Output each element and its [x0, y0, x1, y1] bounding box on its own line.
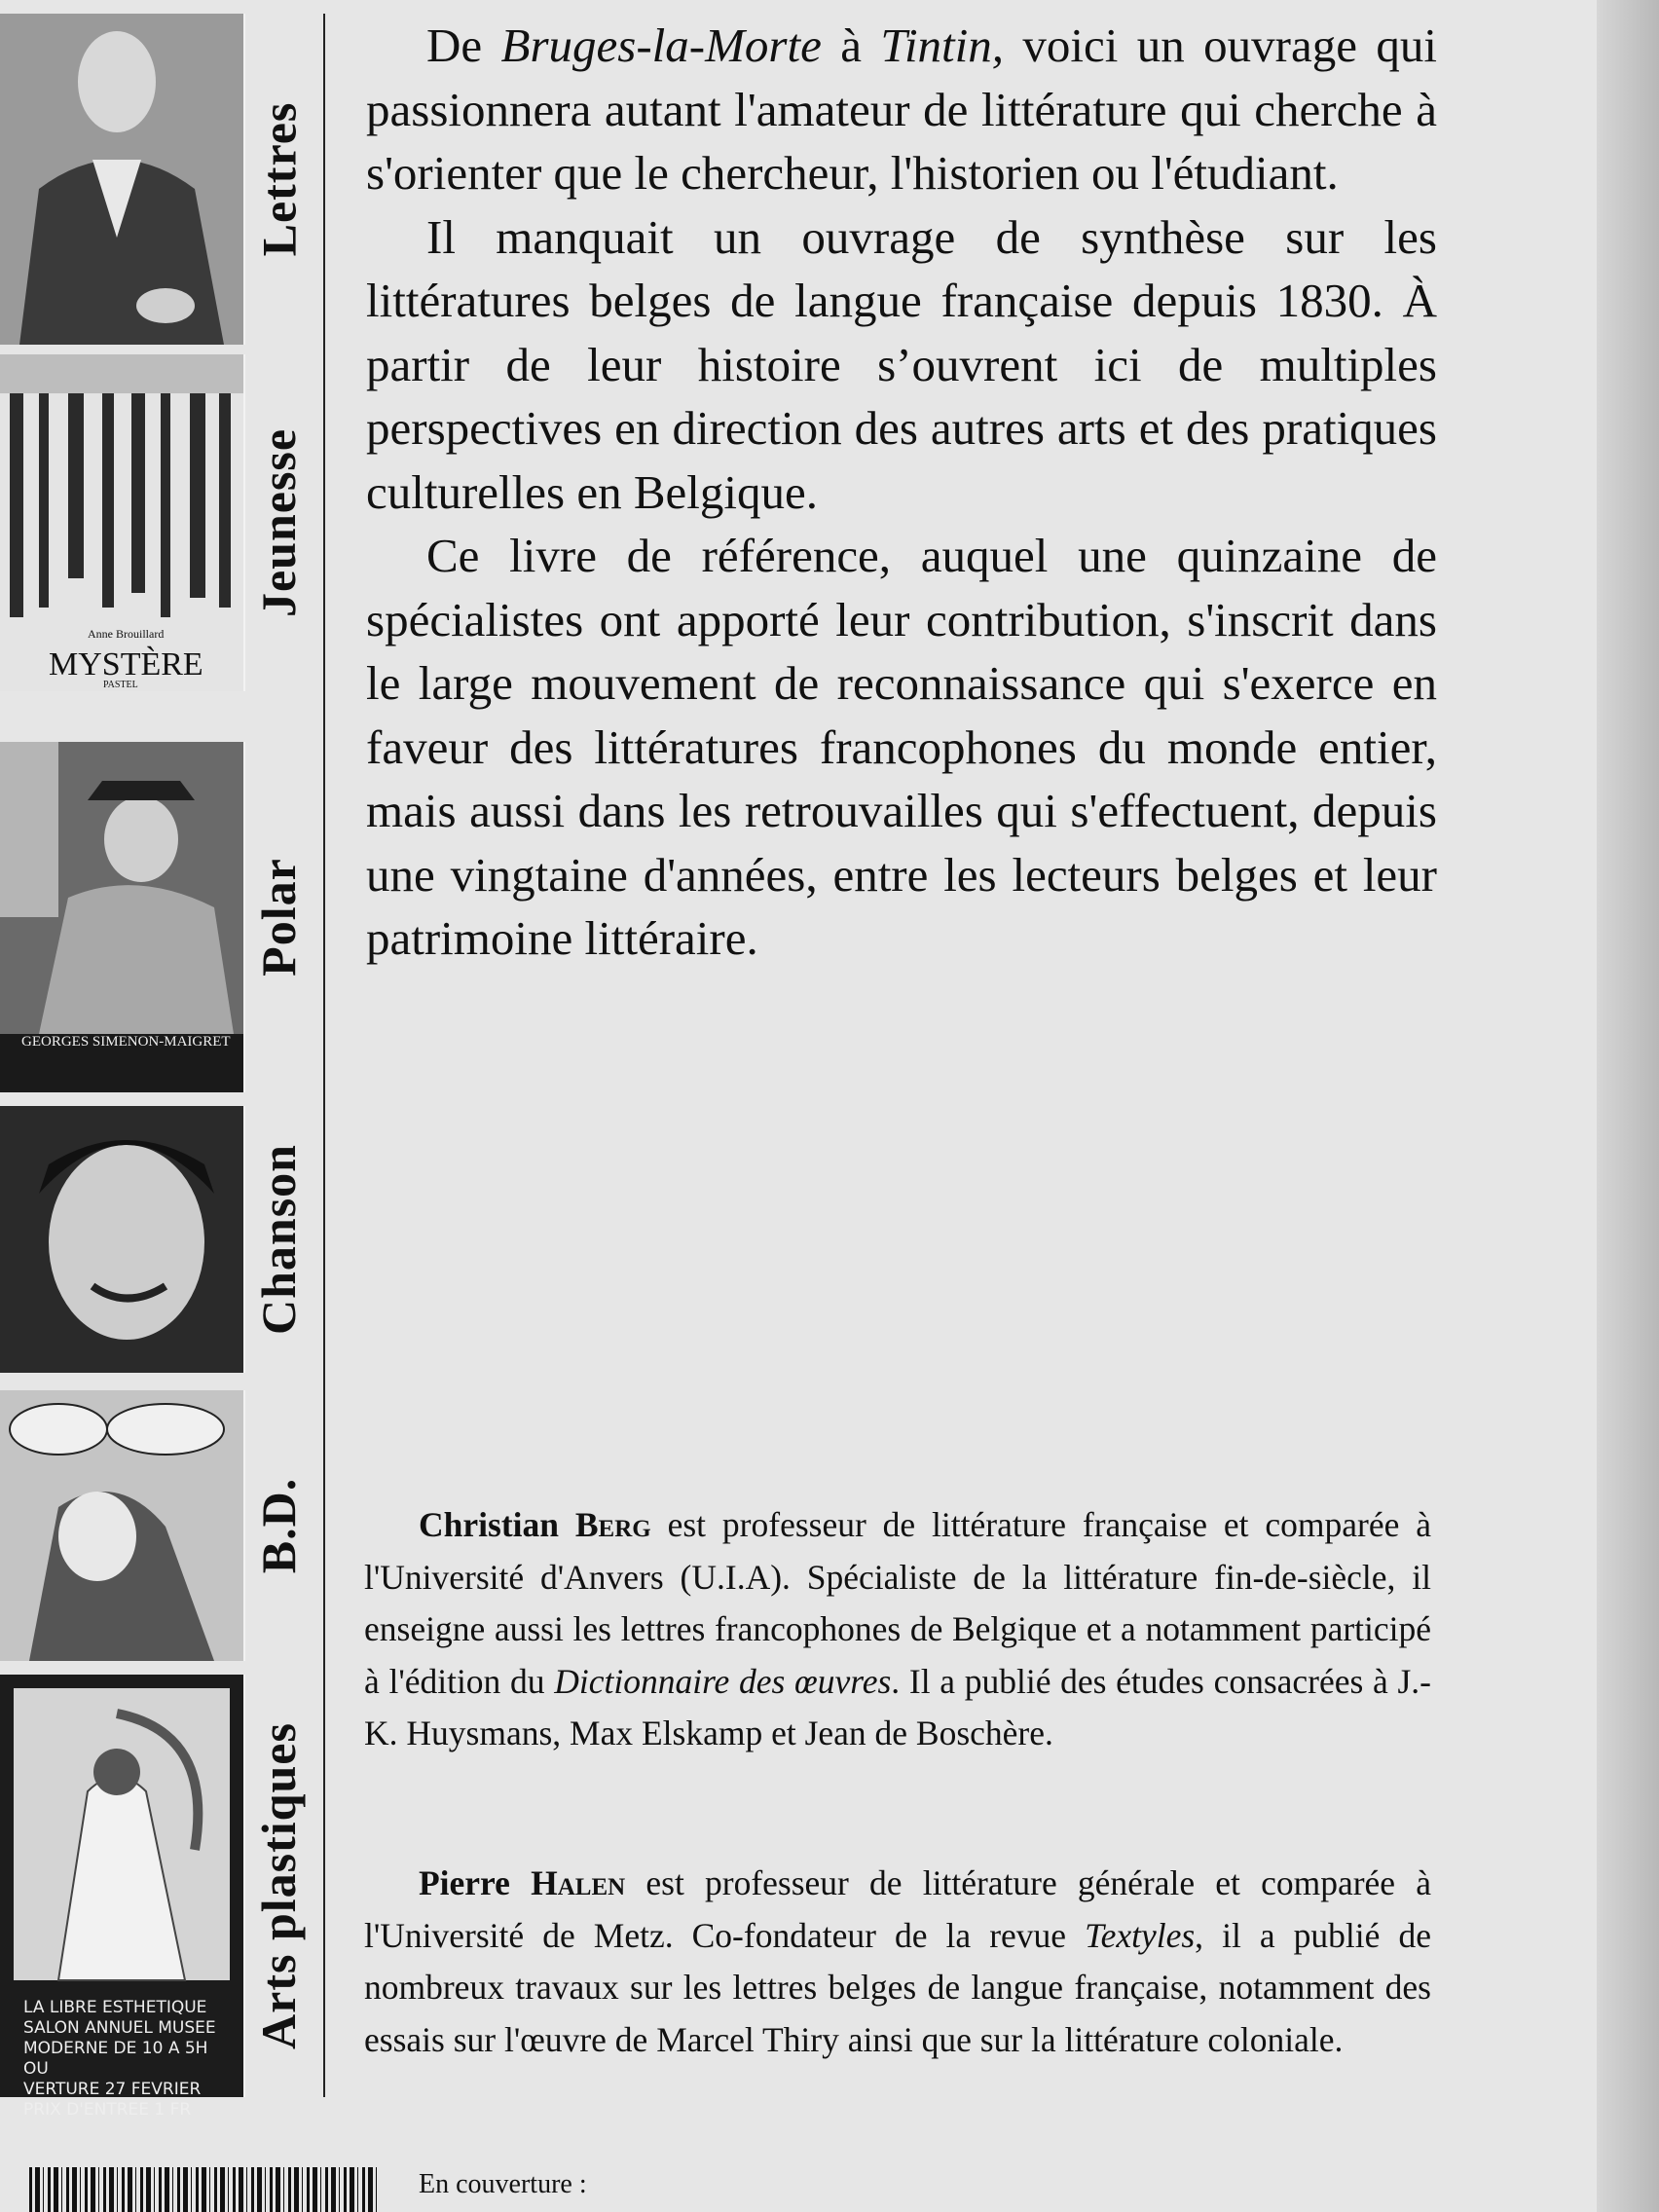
thumb-polar-simenon: [0, 742, 245, 1092]
poster-line: SALON ANNUEL MUSEE: [23, 2018, 216, 2038]
page-edge-shadow: [1597, 0, 1659, 2212]
thumb-chanson-portrait: [0, 1106, 245, 1373]
p1-start: De: [426, 18, 501, 72]
bio-berg-text: [364, 1499, 1431, 1760]
thumb-bd-comic: [0, 1390, 245, 1661]
halen-journal-title: Textyles: [1085, 1915, 1196, 1955]
category-label: Chanson: [251, 1144, 306, 1335]
blurb-paragraph-1: [366, 14, 1437, 205]
poster-line: VERTURE 27 FEVRIER: [23, 2080, 202, 2099]
p1-mid: à: [821, 18, 881, 72]
category-label: Arts plastiques: [251, 1722, 306, 2049]
blurb-paragraph-3: Ce livre de référence, auquel une quinzaine de spécialistes ont apporté leur contribution, s'inscrit dans le large mouvement de reconnaissance qui s'exerce en faveur des littératures francophones du monde entier, mais aussi dans les retrouvailles qui s'effectuent, depuis une vingtaine d'années, entre les lecteurs belges et leur patrimoine littéraire.: [366, 529, 1437, 965]
category-polar: [220, 742, 337, 1092]
mystere-author: Anne Brouillard: [88, 627, 165, 641]
category-label: Polar: [251, 858, 307, 977]
bio-berg: [364, 1499, 1431, 1760]
thumb-lettres-portrait: [0, 14, 245, 345]
poster-line: LA LIBRE ESTHETIQUE: [23, 1998, 207, 2017]
poster-line: MODERNE DE 10 A 5H OU: [23, 2039, 208, 2079]
halen-text-2: , il a publié de nombreux travaux sur les lettres belges de langue française, notamment des essais sur l'œuvre de Marcel Thiry ainsi que sur la littérature coloniale.: [364, 1915, 1431, 2059]
thumb-arts-poster: [0, 1675, 245, 2120]
halen-first-name: Pierre: [419, 1863, 532, 1902]
berg-text-1: est professeur de littérature française et comparée à l'Université d'Anvers (U.I.A). Spécialiste de la littérature fin-de-siècle, il enseigne aussi les lettres francophones de Belgique et a notamment participé à l'édition du: [364, 1505, 1431, 1701]
halen-text-1: est professeur de littérature générale et comparée à l'Université de Metz. Co-fondateur de la revue: [364, 1863, 1432, 1955]
mystere-publisher: PASTEL: [103, 680, 138, 690]
berg-first-name: Christian: [419, 1505, 575, 1544]
berg-text-2: . Il a publié des études consacrées à J.-K. Huysmans, Max Elskamp et Jean de Boschère.: [364, 1661, 1431, 1752]
blurb-text: [366, 14, 1437, 971]
berg-last-name: Berg: [574, 1505, 651, 1544]
halen-last-name: Halen: [531, 1863, 626, 1902]
cover-note: En couverture :: [419, 2169, 587, 2199]
barcode: [29, 2167, 380, 2212]
category-label: B.D.: [251, 1477, 306, 1574]
poster-text: [23, 1998, 228, 2120]
poster-line: PRIX D'ENTREE 1 FR: [23, 2100, 192, 2120]
polar-caption: GEORGES SIMENON-MAIGRET: [21, 1034, 231, 1050]
berg-book-title: Dictionnaire des œuvres: [554, 1661, 892, 1701]
category-jeunesse: [220, 354, 337, 691]
title-tintin: Tintin,: [880, 18, 1005, 72]
bio-halen: [364, 1858, 1431, 2066]
category-lettres: [220, 14, 337, 345]
thumb-jeunesse-mystere: [0, 354, 245, 691]
title-bruges: Bruges-la-Morte: [500, 18, 822, 72]
blurb-paragraph-2: Il manquait un ouvrage de synthèse sur les littératures belges de langue française depuis 1830. À partir de leur histoire s’ouvrent ici de multiples perspectives en direction des autres arts et des pratiques culturelles en Belgique.: [366, 209, 1437, 519]
category-chanson: [220, 1106, 337, 1373]
vertical-divider: [323, 14, 325, 2097]
p1-rest: voici un ouvrage qui passionnera autant l'amateur de littérature qui cherche à s'orienter que le chercheur, l'historien ou l'étudiant.: [366, 18, 1437, 200]
category-arts-plastiques: [220, 1675, 337, 2097]
category-label: Lettres: [251, 101, 307, 257]
category-bd: [220, 1390, 337, 1661]
bio-halen-text: [364, 1858, 1431, 2066]
mystere-title: MYSTÈRE: [49, 646, 203, 682]
category-label: Jeunesse: [251, 427, 307, 618]
